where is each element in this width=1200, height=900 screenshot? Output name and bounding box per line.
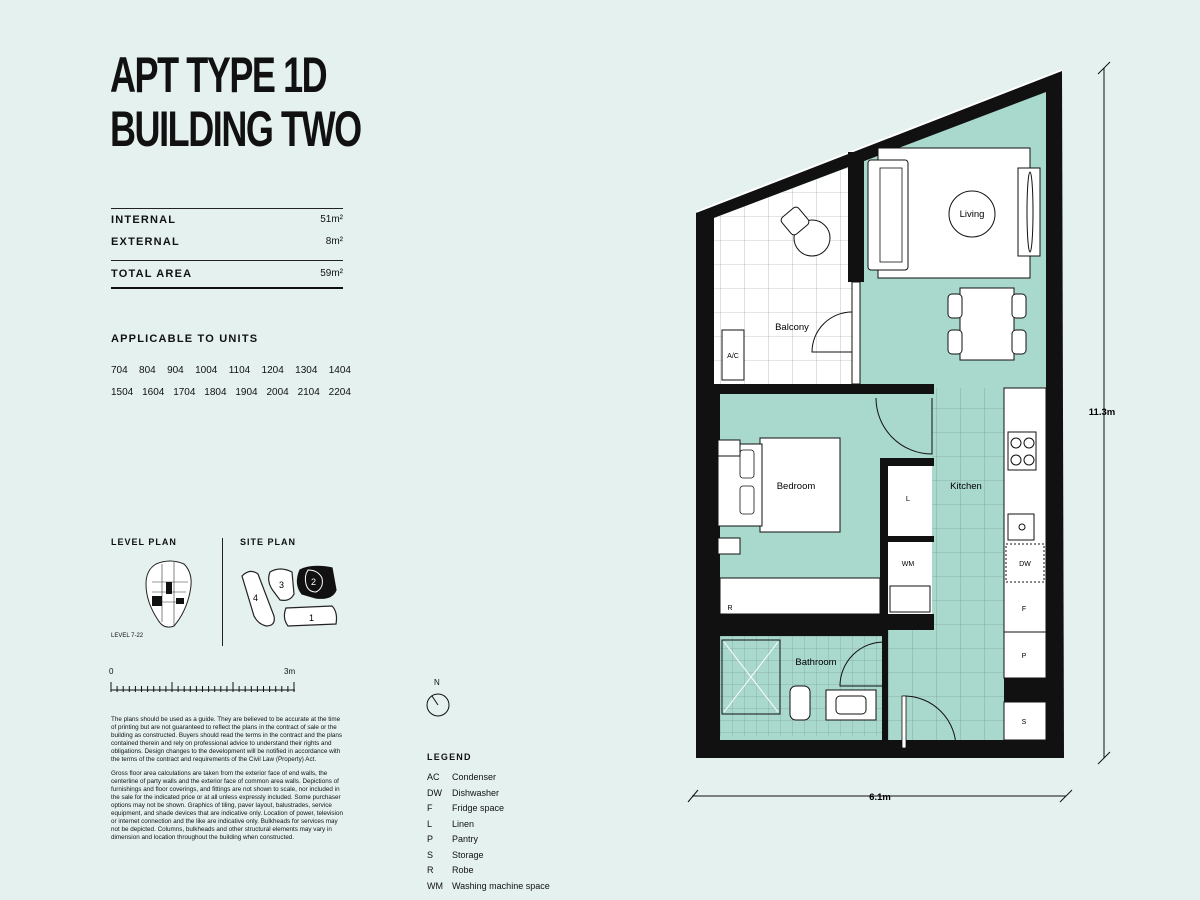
unit-number: 1604 xyxy=(142,387,165,398)
legend-text: Linen xyxy=(452,818,475,829)
unit-number: 2204 xyxy=(328,387,351,398)
title-line-1: APT TYPE 1D xyxy=(110,47,327,103)
fixture-label-storage: S xyxy=(1021,719,1027,726)
dimension-label-height: 11.3m xyxy=(1088,407,1116,418)
legend-code: DW xyxy=(427,787,442,798)
room-label-bedroom: Bedroom xyxy=(776,481,816,492)
wall xyxy=(714,384,934,394)
fixture-label-ac: A/C xyxy=(727,353,739,360)
dining-table xyxy=(960,288,1014,360)
scale-start-label: 0 xyxy=(109,667,114,676)
units-heading: APPLICABLE TO UNITS xyxy=(111,333,259,345)
external-label: EXTERNAL xyxy=(111,236,180,248)
fixture-label-wm: WM xyxy=(901,561,915,568)
fixture-label-dw: DW xyxy=(1019,561,1031,568)
kitchen-sink xyxy=(1008,514,1034,540)
external-value: 8m² xyxy=(325,236,343,247)
internal-value: 51m² xyxy=(320,214,343,225)
legend-text: Dishwasher xyxy=(452,787,500,798)
legend-code: P xyxy=(427,834,434,844)
site-building-2: 2 xyxy=(311,577,317,587)
level-plan-heading: LEVEL PLAN xyxy=(111,537,177,547)
legend-code: R xyxy=(427,865,434,875)
legend-text: Condenser xyxy=(452,772,497,782)
fixture-label-robe: R xyxy=(727,605,733,612)
internal-label: INTERNAL xyxy=(111,214,177,226)
legend-text: Washing machine space xyxy=(452,880,550,891)
room-label-kitchen: Kitchen xyxy=(950,481,982,492)
total-value: 59m² xyxy=(320,268,343,279)
dimension-label-width: 6.1m xyxy=(869,792,891,803)
disclaimer-paragraph-1: The plans should be used as a guide. They are believed to be accurate at the time of printing but are not guaranteed to reflect the plans in the contract of sale or the building as constructed. Buyers should read the terms in the contract and the plans contained therein and rely on professional advice to understand their rights and obligations. Design changes to the development will be notified in accordance with the terms of the contract and requirements of the Civil Law (Property) Act. xyxy=(111,716,343,763)
unit-number: 1004 xyxy=(195,365,218,376)
site-plan-heading: SITE PLAN xyxy=(240,537,297,547)
fixture-label-fridge: F xyxy=(1021,606,1027,613)
room-label-balcony: Balcony xyxy=(775,322,809,333)
legend-code: WM xyxy=(427,880,443,891)
legend-code: S xyxy=(427,849,434,860)
hall-floor xyxy=(888,630,932,740)
room-label-bathroom: Bathroom xyxy=(795,657,837,668)
unit-number: 1404 xyxy=(328,365,351,376)
legend-code: F xyxy=(427,803,433,813)
unit-number: 1304 xyxy=(295,365,318,376)
wall xyxy=(880,458,888,630)
vanity xyxy=(826,690,876,720)
unit-number: 1504 xyxy=(111,387,134,398)
legend-text: Storage xyxy=(452,849,484,860)
legend-text: Robe xyxy=(452,865,474,875)
tv-unit xyxy=(1018,168,1040,256)
kitchen-floor xyxy=(932,388,1004,740)
legend-code: L xyxy=(427,818,433,829)
unit-number: 904 xyxy=(167,365,184,376)
scale-end-label: 3m xyxy=(284,667,296,676)
legend-heading: LEGEND xyxy=(427,752,472,762)
legend-text: Fridge space xyxy=(452,803,505,813)
level-plan-caption: LEVEL 7-22 xyxy=(111,633,144,639)
legend-text: Pantry xyxy=(452,834,479,844)
disclaimer-paragraph-2: Gross floor area calculations are taken from the exterior face of end walls, the centerline of party walls and the exterior face of common area walls. Depictions of furnishings and floor coverings, and fittings are not shown to scale, nor included in the sale for the indicated price or at all unless expressly included. Some purchaser options may not be shown. Graphics of tiling, paver layout, balustrades, service equipment, and shade devices that are indicative only. Location of power, television or internet connection and the like are indicative only. Bulkheads for services may not be depicted. Columns, bulkheads and other structural elements may vary in dimension and location throughout the building when constructed. xyxy=(111,770,343,841)
total-label: TOTAL AREA xyxy=(111,268,193,280)
site-building-4: 4 xyxy=(253,593,259,603)
fixture-label-linen: L xyxy=(905,494,911,503)
room-label-living: Living xyxy=(959,209,985,220)
unit-number: 2104 xyxy=(297,387,320,398)
toilet xyxy=(790,686,810,720)
unit-number: 1204 xyxy=(261,365,284,376)
unit-number: 1904 xyxy=(235,387,258,398)
title-line-2: BUILDING TWO xyxy=(110,101,361,157)
unit-number: 1104 xyxy=(228,365,251,376)
wall xyxy=(848,152,864,282)
wall xyxy=(714,614,888,636)
north-label: N xyxy=(434,678,440,687)
unit-number: 1804 xyxy=(204,387,227,398)
unit-number: 704 xyxy=(111,365,128,376)
fixture-label-pantry: P xyxy=(1021,653,1027,660)
legend-code: AC xyxy=(427,772,440,782)
site-building-1: 1 xyxy=(309,613,315,623)
unit-number: 804 xyxy=(139,365,156,376)
site-building-3: 3 xyxy=(279,580,285,590)
robe xyxy=(720,578,880,614)
unit-number: 2004 xyxy=(266,387,289,398)
unit-number: 1704 xyxy=(173,387,196,398)
